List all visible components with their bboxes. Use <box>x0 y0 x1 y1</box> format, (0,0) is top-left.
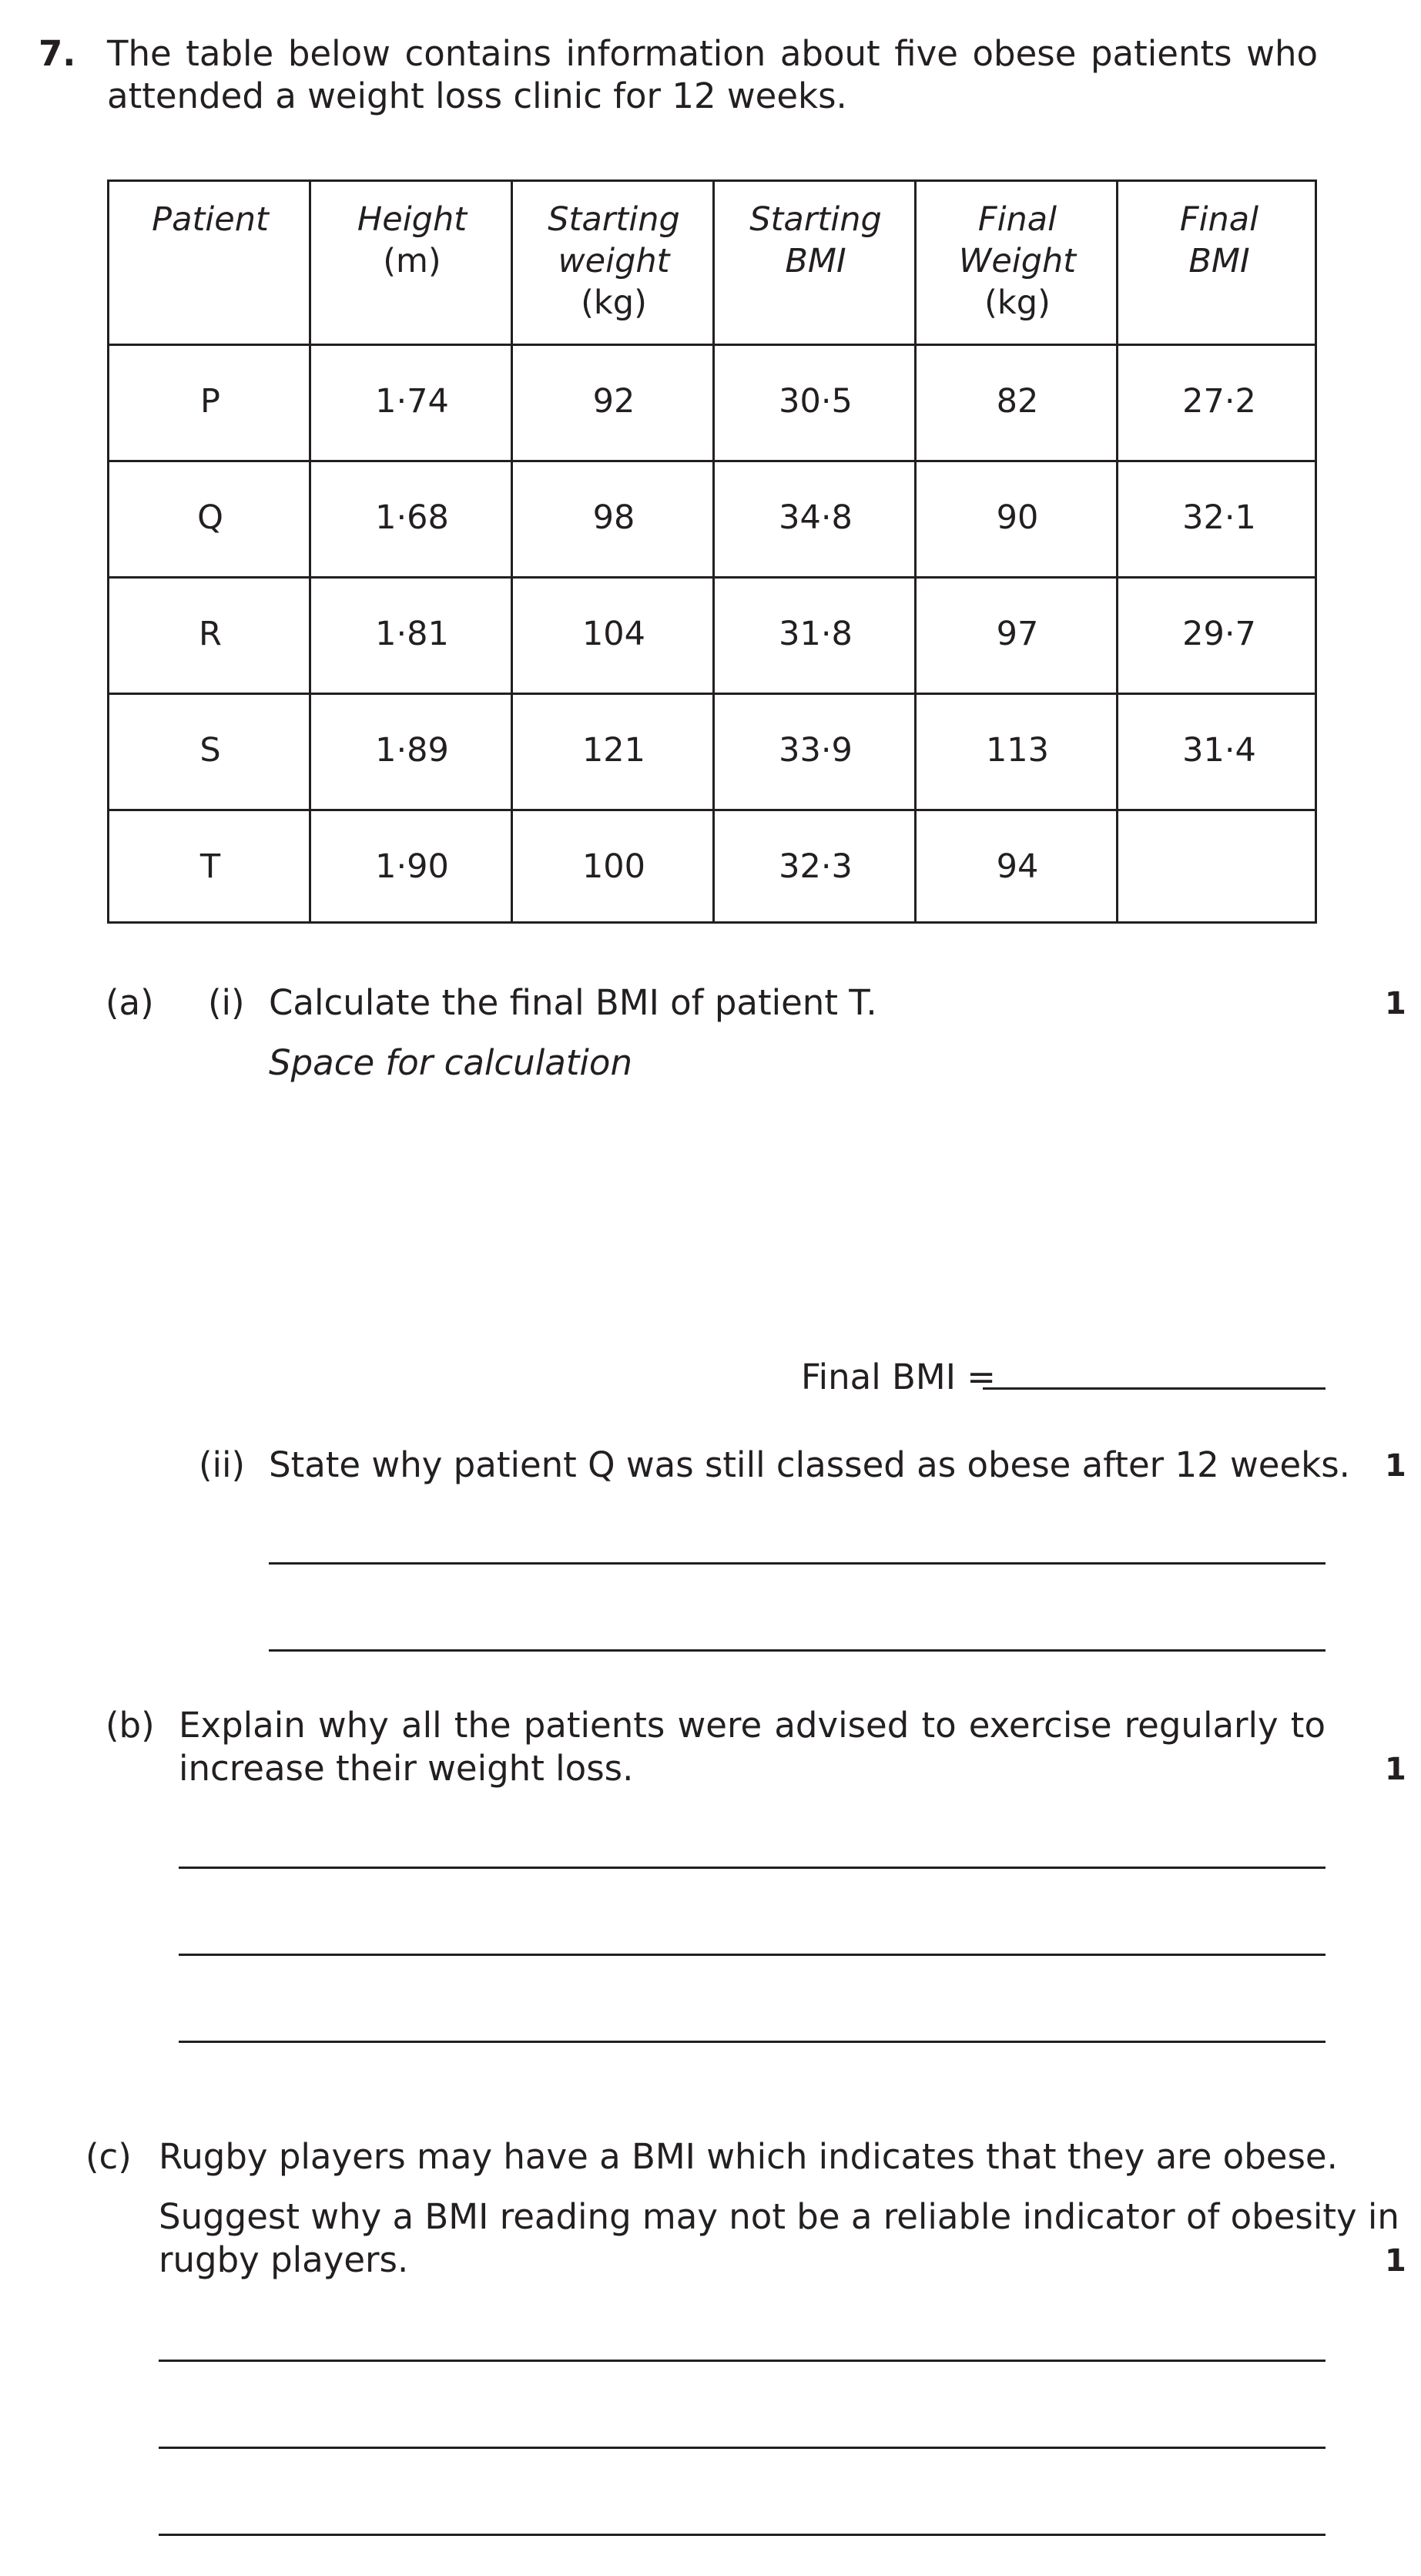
part-b-label: (b) <box>106 1705 155 1746</box>
final-bmi-answer-line[interactable] <box>983 1387 1325 1390</box>
part-a-ii-marks: 1 <box>1385 1448 1406 1484</box>
cell-final-bmi: 31·4 <box>1182 731 1256 770</box>
question-intro-line2: attended a weight loss clinic for 12 weeks. <box>107 75 847 116</box>
part-a-ii-label: (ii) <box>199 1444 246 1485</box>
header-final-bmi: Final BMI <box>1179 200 1259 280</box>
table-row-divider <box>109 576 1315 579</box>
table-row-divider <box>109 693 1315 695</box>
table-row-divider <box>109 344 1315 346</box>
part-b-question-line2: increase their weight loss. <box>179 1748 634 1789</box>
part-b-marks: 1 <box>1385 1752 1406 1787</box>
part-a-i-question: Calculate the final BMI of patient T. <box>269 982 877 1023</box>
part-a-ii-question: State why patient Q was still classed as obese after 12 weeks. <box>269 1444 1350 1485</box>
part-b-answer-line[interactable] <box>179 1954 1325 1956</box>
cell-final-weight: 90 <box>996 498 1039 537</box>
cell-final-weight: 97 <box>996 615 1039 653</box>
part-c-answer-line[interactable] <box>159 2534 1325 2536</box>
cell-height: 1·68 <box>375 498 449 537</box>
cell-final-bmi: 27·2 <box>1182 382 1256 421</box>
cell-height: 1·74 <box>375 382 449 421</box>
cell-starting-weight: 121 <box>581 731 646 770</box>
cell-patient: S <box>199 731 221 770</box>
cell-starting-bmi: 33·9 <box>779 731 853 770</box>
cell-final-weight: 94 <box>996 847 1039 886</box>
part-a-i-label: (i) <box>208 982 245 1023</box>
part-c-question-line2: rugby players. <box>159 2239 409 2280</box>
cell-starting-weight: 100 <box>581 847 646 886</box>
table-row-divider <box>109 809 1315 811</box>
part-c-answer-line[interactable] <box>159 2360 1325 2362</box>
cell-final-bmi: 32·1 <box>1182 498 1256 537</box>
part-a-i-marks: 1 <box>1385 986 1406 1021</box>
cell-height: 1·81 <box>375 615 449 653</box>
cell-starting-bmi: 32·3 <box>779 847 853 886</box>
question-number: 7. <box>39 33 76 74</box>
cell-patient: R <box>199 615 222 653</box>
part-a-ii-answer-line[interactable] <box>269 1649 1325 1652</box>
table-row-divider <box>109 460 1315 462</box>
cell-patient: P <box>200 382 220 421</box>
cell-starting-bmi: 34·8 <box>779 498 853 537</box>
header-starting-bmi: Starting BMI <box>749 200 882 280</box>
cell-starting-weight: 92 <box>592 382 635 421</box>
cell-height: 1·90 <box>375 847 449 886</box>
header-height: Height (m) <box>357 200 468 280</box>
space-for-calculation: Space for calculation <box>269 1042 632 1083</box>
cell-final-weight: 82 <box>996 382 1039 421</box>
header-patient: Patient <box>152 200 269 239</box>
header-starting-weight: Starting weight (kg) <box>548 200 680 322</box>
part-c-question-line1: Suggest why a BMI reading may not be a reliable indicator of obesity in <box>159 2196 1399 2237</box>
cell-final-bmi: 29·7 <box>1182 615 1256 653</box>
question-intro-line1: The table below contains information about five obese patients who <box>107 33 1318 74</box>
part-c-answer-line[interactable] <box>159 2447 1325 2449</box>
part-a-label: (a) <box>106 982 154 1023</box>
part-c-marks: 1 <box>1385 2243 1406 2279</box>
part-c-label: (c) <box>85 2136 132 2177</box>
cell-starting-weight: 98 <box>592 498 635 537</box>
patient-table <box>107 179 1317 924</box>
part-b-answer-line[interactable] <box>179 2041 1325 2043</box>
cell-height: 1·89 <box>375 731 449 770</box>
header-final-weight: Final Weight (kg) <box>958 200 1077 322</box>
cell-starting-bmi: 30·5 <box>779 382 853 421</box>
part-b-question-line1: Explain why all the patients were advised to exercise regularly to <box>179 1705 1325 1746</box>
part-a-ii-answer-line[interactable] <box>269 1562 1325 1565</box>
part-c-statement: Rugby players may have a BMI which indicates that they are obese. <box>159 2136 1338 2177</box>
final-bmi-label: Final BMI = <box>801 1357 996 1397</box>
cell-starting-bmi: 31·8 <box>779 615 853 653</box>
cell-patient: T <box>199 847 221 886</box>
cell-starting-weight: 104 <box>581 615 646 653</box>
cell-patient: Q <box>197 498 223 537</box>
cell-final-weight: 113 <box>985 731 1050 770</box>
part-b-answer-line[interactable] <box>179 1867 1325 1869</box>
